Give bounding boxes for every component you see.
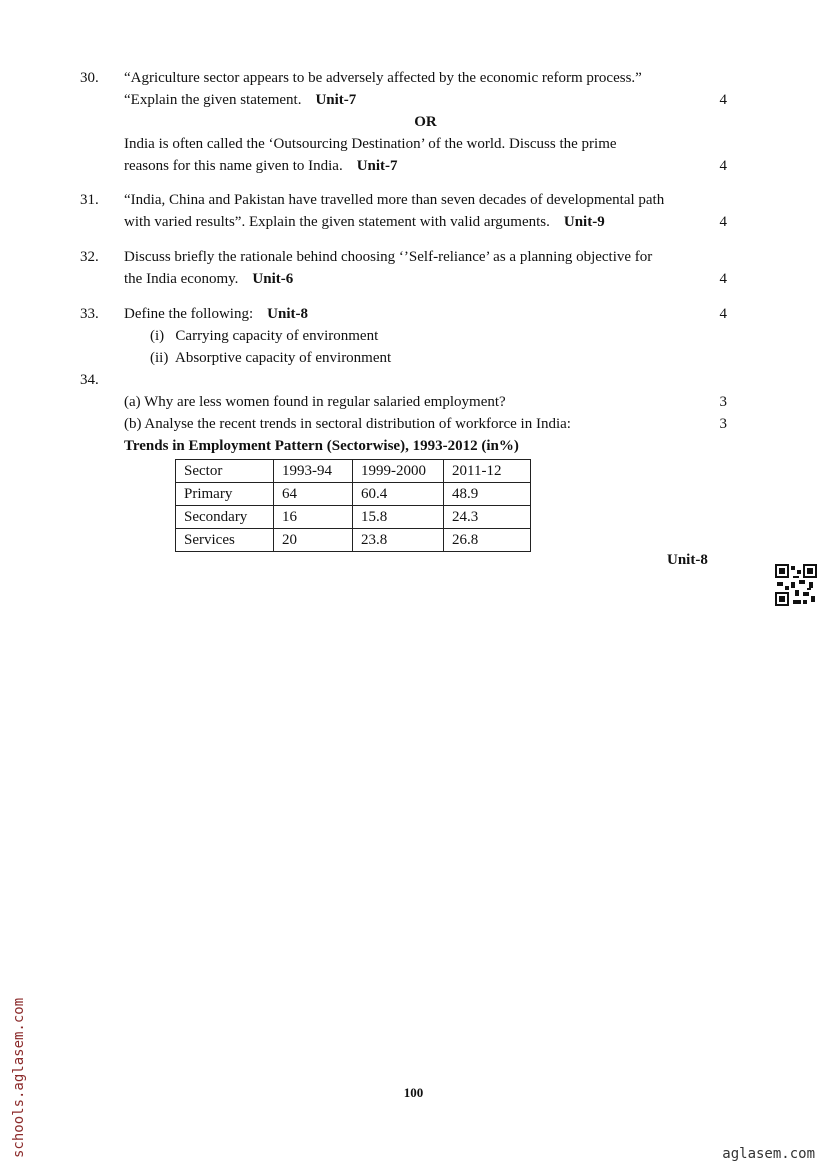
unit-label: Unit-7: [315, 92, 357, 108]
unit-label: Unit-6: [252, 271, 294, 287]
or-separator: OR: [414, 114, 437, 130]
table-row: [176, 529, 531, 552]
table-row: [176, 506, 531, 529]
table-cell: 60.4: [353, 483, 444, 506]
table-cell: 23.8: [353, 529, 444, 552]
marks: 4: [719, 214, 727, 230]
table-title: Trends in Employment Pattern (Sectorwise), 1993-2012 (in%): [124, 438, 519, 454]
question-number: 30.: [80, 70, 99, 86]
table-cell: 48.9: [444, 483, 531, 506]
question-text: “India, China and Pakistan have travelled more than seven decades of developmental path: [124, 192, 665, 208]
table-cell: 16: [274, 506, 353, 529]
marks: 3: [719, 394, 727, 410]
table-cell: Primary: [176, 483, 274, 506]
question-text: (a) Why are less women found in regular salaried employment?: [124, 394, 506, 410]
question-text: reasons for this name given to India.: [124, 158, 343, 174]
marks: 4: [719, 92, 727, 108]
marks: 4: [719, 158, 727, 174]
table-header-cell: 1999-2000: [353, 460, 444, 483]
bottom-watermark: aglasem.com: [722, 1146, 815, 1162]
table-header-cell: Sector: [176, 460, 274, 483]
table-cell: 26.8: [444, 529, 531, 552]
table-header-cell: 2011-12: [444, 460, 531, 483]
unit-label: Unit-7: [356, 158, 398, 174]
unit-label: Unit-8: [667, 552, 708, 568]
question-number: 34.: [80, 372, 99, 388]
question-number: 33.: [80, 306, 99, 322]
table-cell: 64: [274, 483, 353, 506]
table-cell: 15.8: [353, 506, 444, 529]
question-30: [80, 67, 727, 177]
table-header-row: [176, 460, 531, 483]
table-cell: Secondary: [176, 506, 274, 529]
qr-code-icon: [775, 564, 817, 606]
question-text: “Agriculture sector appears to be adversely affected by the economic reform process.”: [124, 70, 642, 86]
question-text: the India economy.: [124, 271, 239, 287]
question-text: India is often called the ‘Outsourcing Destination’ of the world. Discuss the prime: [124, 136, 617, 152]
question-text: Define the following:: [124, 306, 254, 322]
employment-table: [175, 459, 531, 552]
question-text: with varied results”. Explain the given statement with valid arguments.: [124, 214, 550, 230]
sub-item: (i) Carrying capacity of environment: [150, 328, 379, 344]
unit-label: Unit-8: [267, 306, 308, 322]
unit-label: Unit-9: [563, 214, 605, 230]
table-row: [176, 483, 531, 506]
question-33: [80, 303, 727, 369]
marks: 4: [719, 271, 727, 287]
sub-item: (ii) Absorptive capacity of environment: [150, 350, 392, 366]
question-32: [80, 246, 727, 290]
table-cell: 24.3: [444, 506, 531, 529]
question-number: 31.: [80, 192, 99, 208]
question-34: [80, 369, 727, 552]
page-number: 100: [403, 1085, 424, 1100]
question-text: Discuss briefly the rationale behind choosing ‘’Self-reliance’ as a planning objective for: [124, 249, 653, 265]
question-text: (b) Analyse the recent trends in sectoral distribution of workforce in India:: [124, 416, 571, 432]
question-text: “Explain the given statement.: [124, 92, 302, 108]
question-31: [80, 189, 727, 233]
side-watermark: schools.aglasem.com: [11, 997, 27, 1158]
table-cell: Services: [176, 529, 274, 552]
marks: 3: [719, 416, 727, 432]
table-cell: 20: [274, 529, 353, 552]
marks: 4: [719, 306, 727, 322]
table-header-cell: 1993-94: [274, 460, 353, 483]
question-number: 32.: [80, 249, 99, 265]
